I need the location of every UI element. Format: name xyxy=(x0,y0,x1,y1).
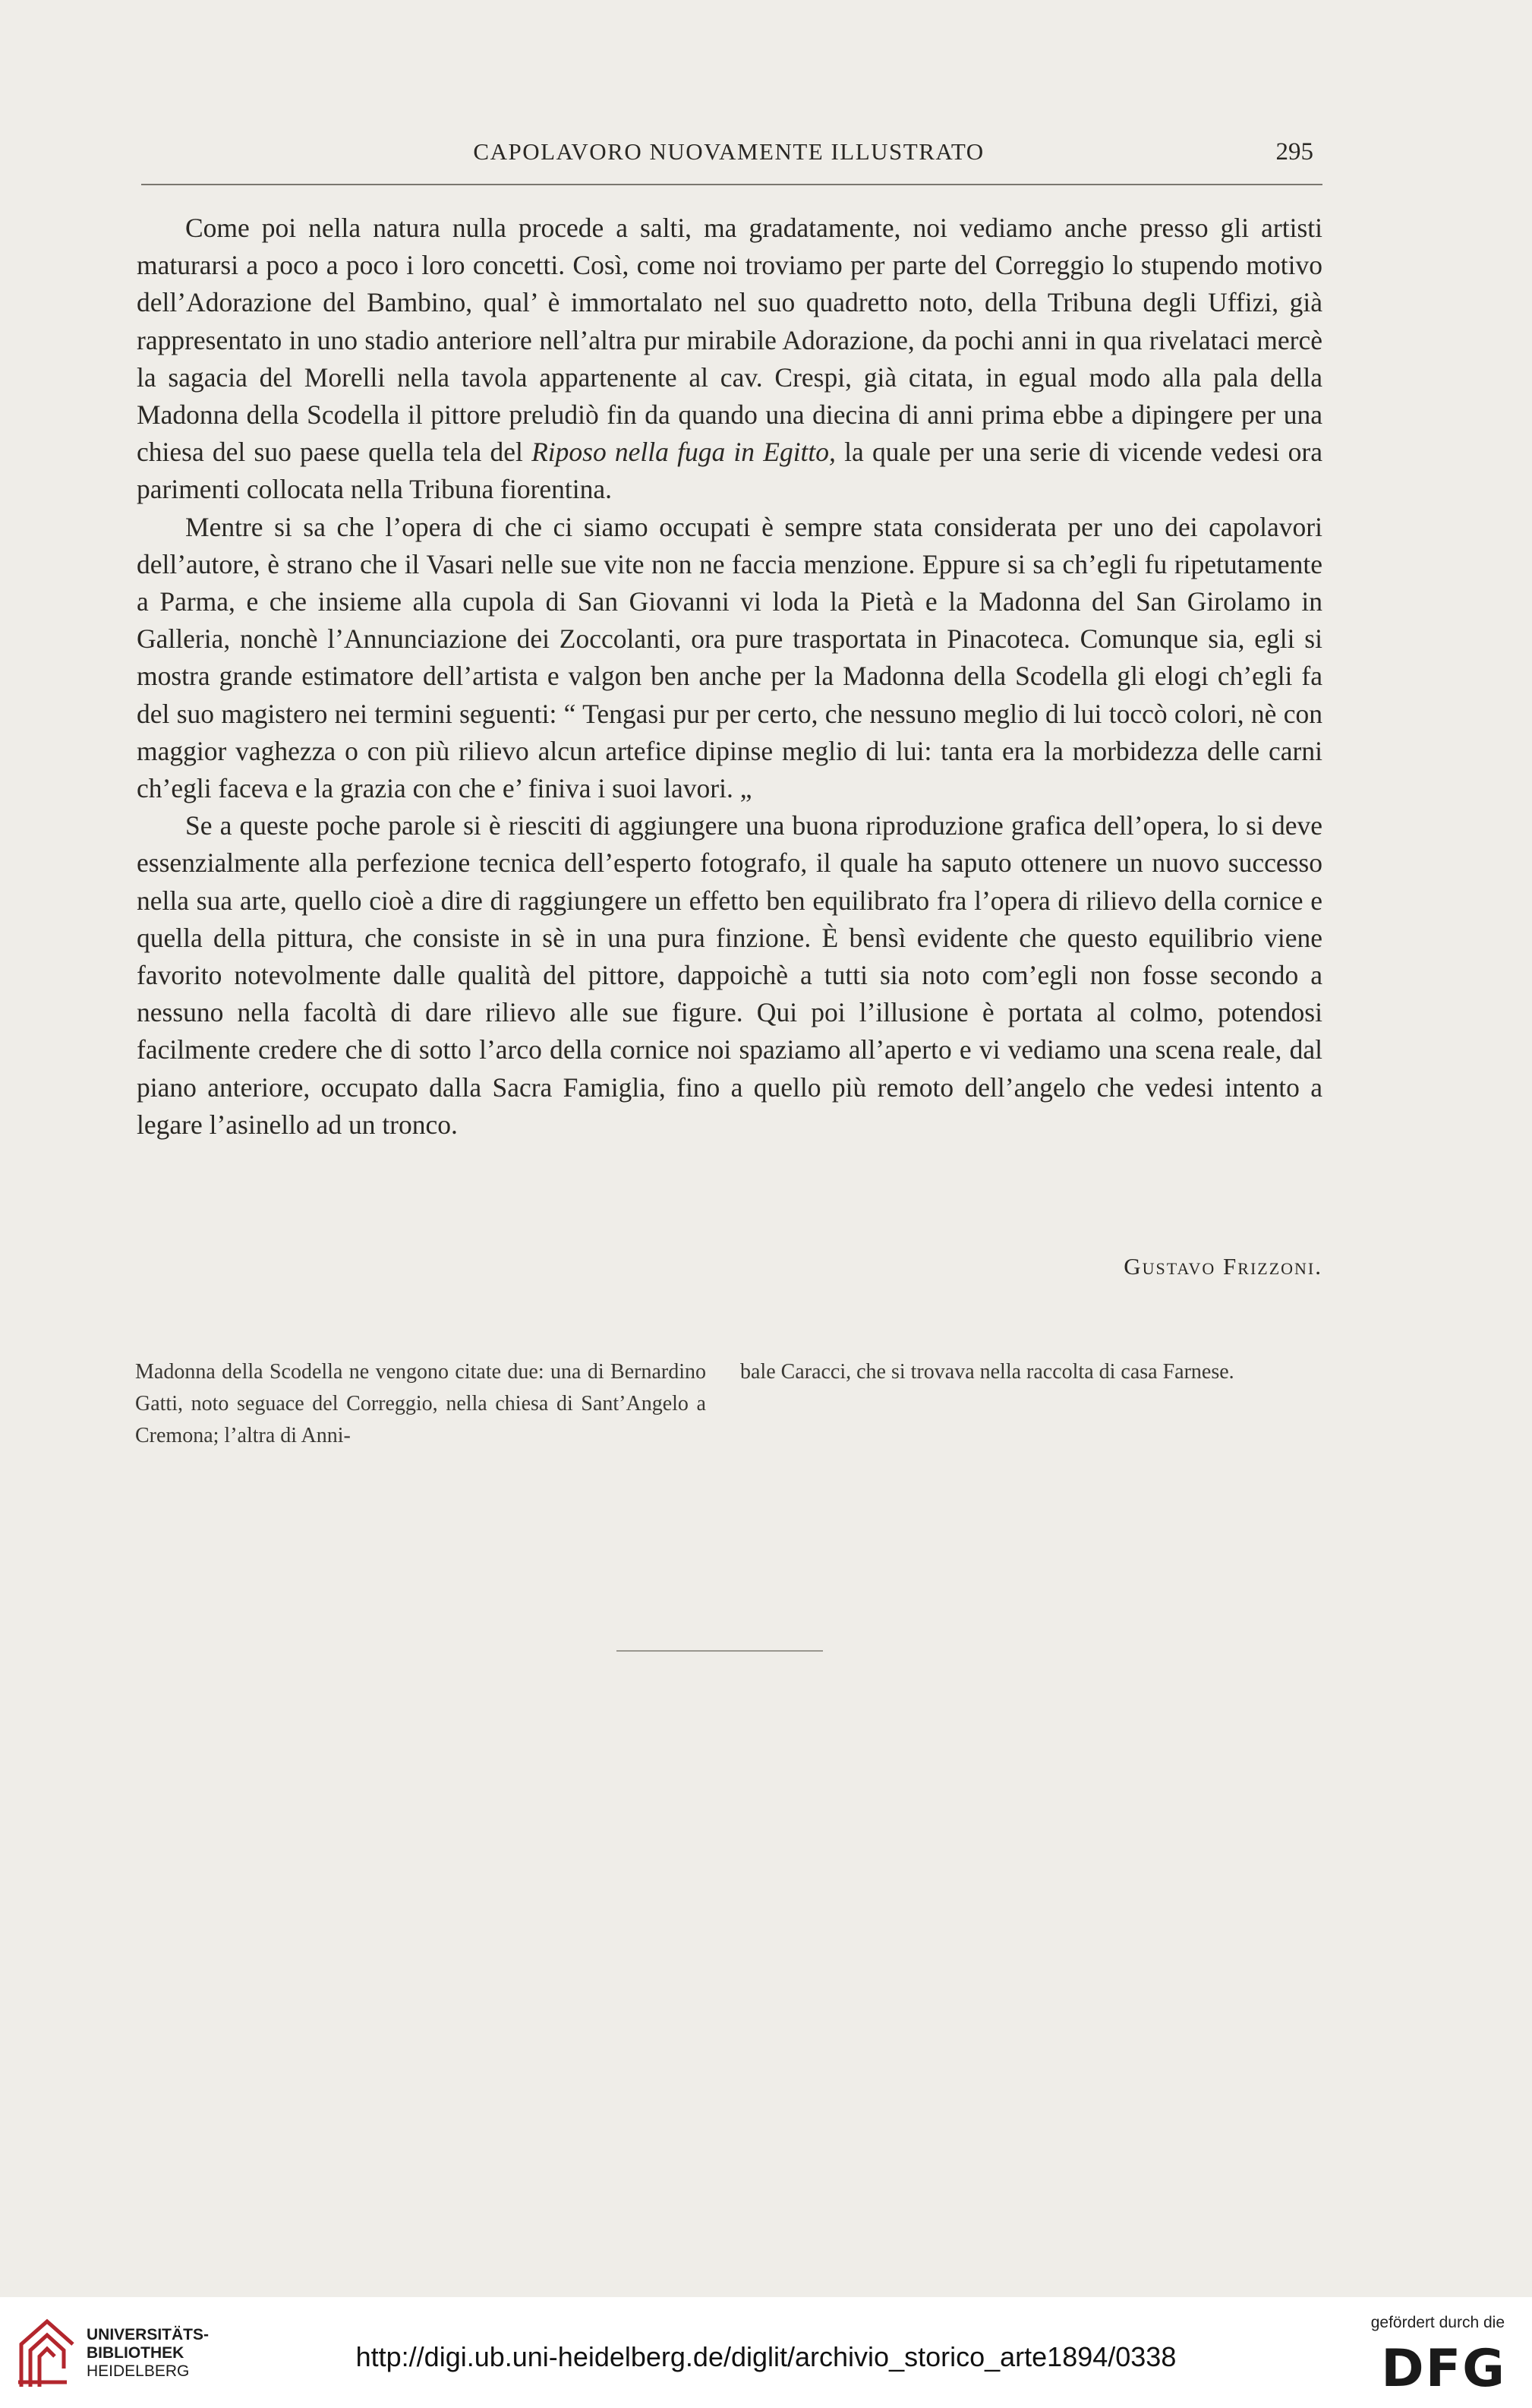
funder-caption: gefördert durch die xyxy=(1370,2314,1505,2331)
paragraph-2: Mentre si sa che l’opera di che ci siamo occupati è sempre stata considerata per uno dei capolavori dell’autore, è strano che il Vasari nelle sue vite non ne faccia menzione. Eppure si sa ch’egli fu ripetutamente a Parma, e che insieme alla cupola di San Giovanni vi loda la Pietà e la Madonna del San Girolamo in Galleria, nonchè l’Annunciazione dei Zoccolanti, ora pure trasportata in Pinacoteca. Comunque sia, egli si mostra grande estimatore dell’artista e valgon ben anche per la Madonna della Scodella gli elogi ch’egli fa del suo magistero nei termini seguenti: “ Tengasi pur per certo, che nessuno meglio di lui toccò colori, nè con maggior vaghezza o con più rilievo alcun artefice dipinse meglio di lui: tanta era la morbidezza delle carni ch’egli faceva e la grazia con che e’ finiva i suoi lavori. „ xyxy=(137,511,1322,804)
permalink-url[interactable]: http://digi.ub.uni-heidelberg.de/diglit/archivio_storico_arte1894/0338 xyxy=(355,2341,1177,2372)
running-title: CAPOLAVORO NUOVAMENTE ILLUSTRATO xyxy=(473,138,985,165)
main-text xyxy=(137,210,1322,1144)
page-number: 295 xyxy=(1275,138,1313,166)
footnote-left-column: Madonna della Scodella ne vengono citate due: una di Bernardino Gatti, noto seguace del Correggio, nella chiesa di Sant’Angelo a Cremona; l’altra di Anni- xyxy=(135,1360,706,1447)
footnote-right-column: bale Caracci, che si trovava nella raccolta di casa Farnese. xyxy=(740,1360,1234,1384)
dfg-logo: DFG xyxy=(1381,2339,1506,2399)
digitization-footer xyxy=(0,2297,1532,2408)
page-header xyxy=(137,138,1321,176)
paragraph-3: Se a queste poche parole si è riesciti di aggiungere una buona riproduzione grafica dell’opera, lo si deve essenzialmente alla perfezione tecnica dell’esperto fotografo, il quale ha saputo ottenere un nuovo successo nella sua arte, quello cioè a dire di raggiungere un effetto ben equilibrato fra l’opera di rilievo della cornice e quella della pittura, che consiste in sè in una pura finzione. È bensì evidente che questo equilibrio viene favorito notevolmente dalle qualità del pittore, dappoichè a tutti sia noto com’egli non fosse secondo a nessuno nella facoltà di dare rilievo alle sue figure. Qui poi l’illusione è portata al colmo, potendosi facilmente credere che di sotto l’arco della cornice noi spaziamo all’aperto e vi vediamo una scena reale, dal piano anteriore, occupato dalla Sacra Famiglia, fino a quello più remoto dell’angelo che vedesi intento a legare l’asinello ad un tronco. xyxy=(137,810,1322,1140)
paragraph-1: Come poi nella natura nulla procede a salti, ma gradatamente, noi vediamo anche presso gli artisti maturarsi a poco a poco i loro concetti. Così, come noi troviamo per parte del Correggio lo stupendo motivo dell’Adorazione del Bambino, qual’ è immortalato nel suo quadretto noto, della Tribuna degli Uffizi, già rappresentato in uno stadio anteriore nell’altra pur mirabile Adorazione, da pochi anni in qua rivelataci mercè la sagacia del Morelli nella tavola appartenente al cav. Crespi, già citata, in egual modo alla pala della Madonna della Scodella il pittore preludiò fin da quando una diecina di anni prima ebbe a dipingere per una chiesa del suo paese quella tela del Riposo nella fuga in Egitto, la quale per una serie di vicende vedesi ora parimenti collocata nella Tribuna fiorentina. xyxy=(137,213,1322,505)
end-rule xyxy=(616,1650,823,1652)
library-name: UNIVERSITÄTS- BIBLIOTHEK HEIDELBERG xyxy=(87,2326,210,2380)
italic-title: Riposo nella fuga in Egitto, xyxy=(531,437,836,468)
author-signature: Gustavo Frizzoni. xyxy=(1124,1253,1322,1280)
header-rule xyxy=(141,184,1322,185)
